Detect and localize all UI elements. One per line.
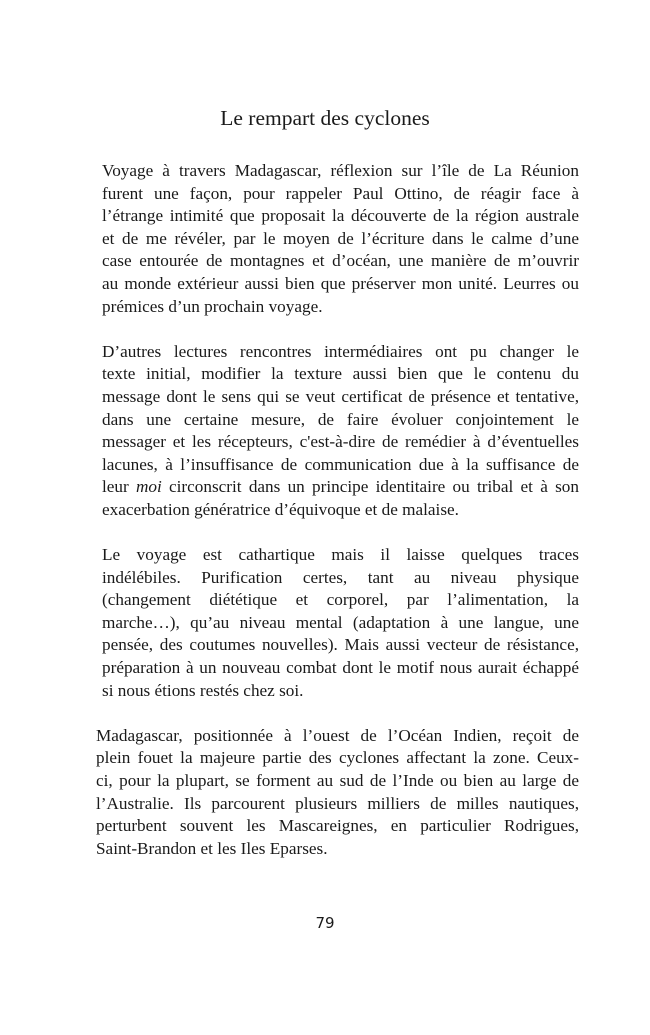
text-line: ci, pour la plupart, se forment au sud de l’Inde ou bien au large de [96,771,579,791]
text-line: indélébiles. Purification certes, tant au niveau physique [102,567,579,587]
text-line: message dont le sens qui se veut certificat de présence et tentative, [102,386,579,406]
text-line: Saint-Brandon et les Iles Eparses. [96,838,328,858]
text-segment: circonscrit dans un principe identitaire ou tribal et à son [161,477,579,497]
text-line: préparation à un nouveau combat dont le motif nous aurait échappé [102,658,579,678]
text-line: pensée, des coutumes nouvelles). Mais aussi vecteur de résistance, [102,635,579,655]
text-line: lacunes, à l’insuffisance de communication due à la suffisance de [102,454,579,474]
paragraph-3 [74,544,579,702]
text-line: perturbent souvent les Mascareignes, en particulier Rodrigues, [96,816,579,836]
text-line: texte initial, modifier la texture aussi bien que le contenu du [102,364,579,384]
text-line: messager et les récepteurs, c'est-à-dire de remédier à d’éventuelles [102,432,579,452]
text-line: si nous étions restés chez soi. [102,680,304,700]
text-line: (changement diététique et corporel, par l’alimentation, la [102,590,579,610]
text-segment: leur [102,477,136,497]
text-line: D’autres lectures rencontres intermédiaires ont pu changer le [102,341,579,361]
text-line: au monde extérieur aussi bien que préserver mon unité. Leurres ou [102,273,579,293]
text-line: furent une façon, pour rappeler Paul Ottino, de réagir face à [102,183,579,203]
text-line: exacerbation génératrice d’équivoque et de malaise. [102,499,459,519]
body-text [74,160,579,883]
paragraph-4 [74,725,579,861]
text-line: et de me révéler, par le moyen de l’écriture dans le calme d’une [102,228,579,248]
text-line: l’étrange intimité que proposait la découverte de la région australe [102,206,579,226]
page-number: 79 [315,914,335,932]
text-line: prémices d’un prochain voyage. [102,296,323,316]
text-line: Madagascar, positionnée à l’ouest de l’Océan Indien, reçoit de [96,725,579,745]
text-line: dans une certaine mesure, de faire évoluer conjointement le [102,409,579,429]
text-line: l’Australie. Ils parcourent plusieurs milliers de milles nautiques, [96,793,579,813]
text-line: Le voyage est cathartique mais il laisse quelques traces [102,545,579,565]
chapter-title: Le rempart des cyclones [220,106,430,130]
italic-word: moi [135,477,162,497]
text-line: case entourée de montagnes et d’océan, une manière de m’ouvrir [102,251,579,271]
paragraph-1 [74,160,579,318]
text-line: marche…), qu’au niveau mental (adaptation à une langue, une [102,612,579,632]
text-line: Voyage à travers Madagascar, réflexion sur l’île de La Réunion [102,161,579,180]
text-line: plein fouet la majeure partie des cyclones affectant la zone. Ceux- [96,748,579,768]
paragraph-2 [74,341,579,522]
text-line [74,476,579,499]
